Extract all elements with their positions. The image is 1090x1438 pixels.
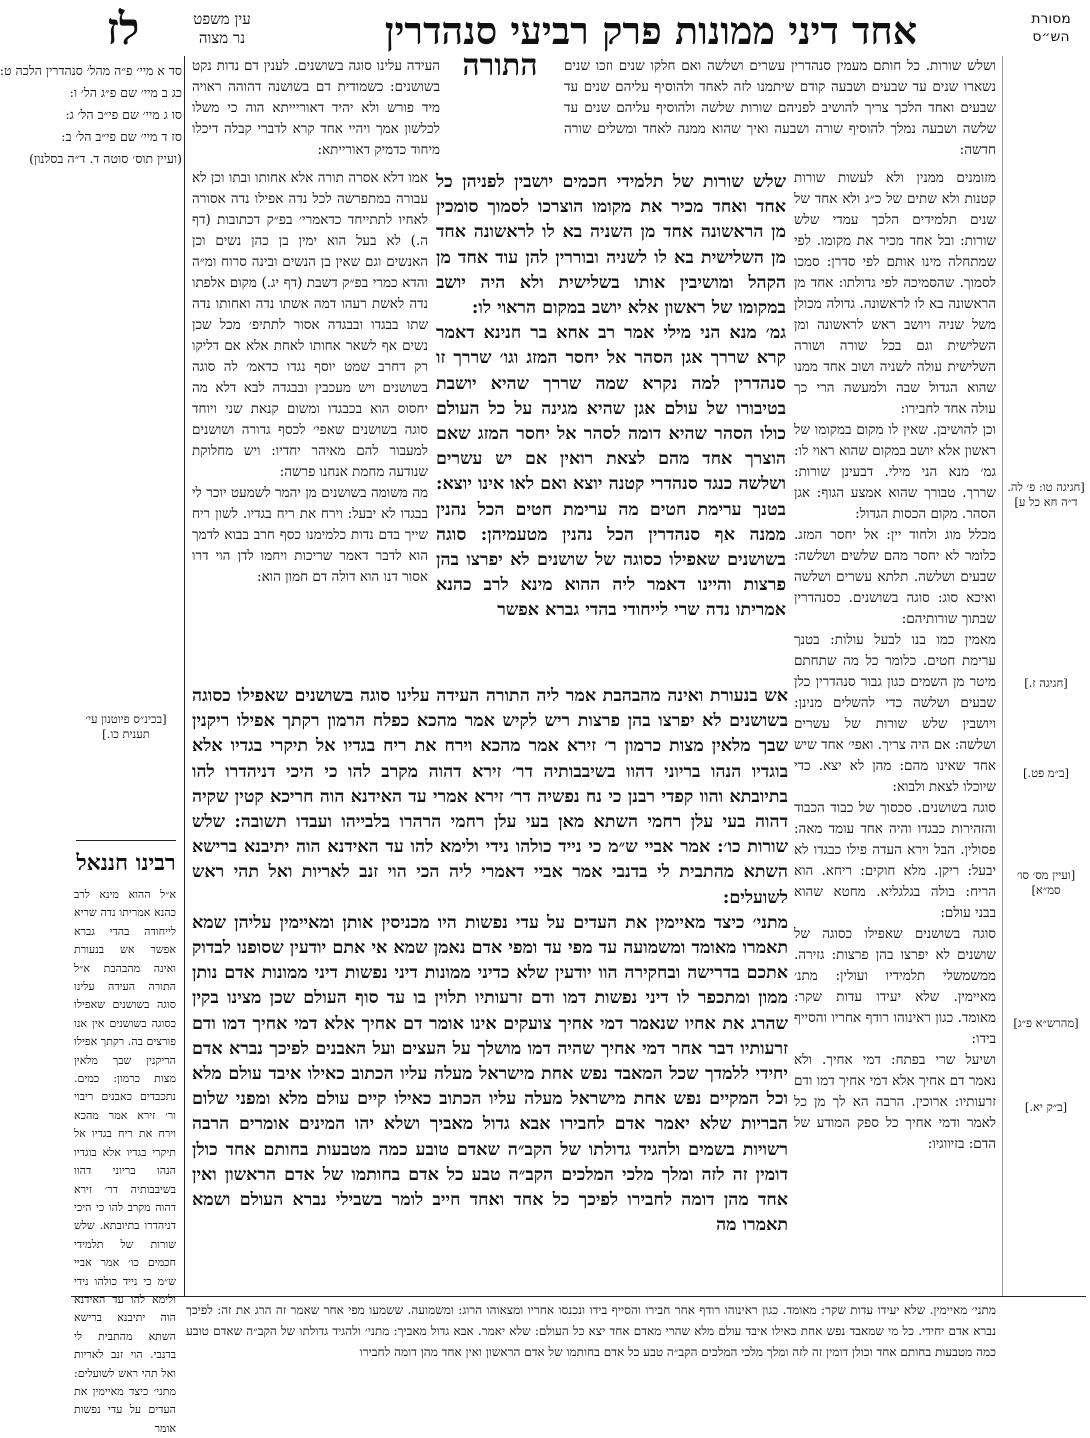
mesoret-hashas-label: מסורת הש״ס bbox=[1031, 11, 1071, 45]
ein-mishpat-label: עין משפט נר מצוה bbox=[193, 10, 251, 47]
footer-rule bbox=[71, 1296, 1086, 1297]
rashi-paragraph: מכלל מוג ולחוד יין: אל יחסר המזג. כלומר לא יחסר מהם שלשים ושלשה: שבעים ושלשה. תלתא עשרים ושלשה ואיכא סוג: סוגה בשושנים. כסנהדרין שבתוך שורותיהם: bbox=[794, 527, 996, 627]
rashi-paragraph: ושלש שורות. כל חותם מעמין סנהדרין עשרים ושלשה ואם חלקו שנים וזכו שנים נשארו שנים עד שבעים ושבעה קודם שיתמנו לזה לאחד ולהוסיף עליהם שנים עד שבעים ואחד הלכך צריך להושיב לפניהם שורות שלשה ולהוסיף עליהם שנים עד שלשה ושבעה נמלך להוסיף שורה ושבעה ואיך שהוא ממנה לאחד ומשלים שורה חדשה: bbox=[564, 58, 996, 158]
ein-mishpat-references bbox=[0, 60, 182, 170]
gemara-paragraph: שלש שורות של תלמידי חכמים יושבין לפניהן כל אחד ואחד מכיר את מקומו הוצרכו לסמוך סומכין מן הראשונה אחד מן השניה בא לו לראשונה אחד מן השלישית בא לו לשניה ובוררין להן עוד אחד מן הקהל ומושיבין אותו בשלישית ולא היה יושב במקומו של ראשון אלא יושב במקום הראוי לו: bbox=[436, 172, 786, 319]
reference-item: כג ב מיי׳ שם פ״ג הל׳ ו: bbox=[69, 85, 182, 100]
tosafot-column bbox=[192, 168, 428, 678]
gemara-paragraph: גמ׳ מנא הני מילי אמר רב אחא בר חנינא דאמר קרא שררך אגן הסהר אל יחסר המזג וגו׳ שררך זו סנהדרין למה נקרא שמה שררך שהיא יושבת בטיבורו של עולם אגן שהיא מגינה על כל העולם כולו הסהר שהיא דומה לסהר אל יחסר המזג שאם הוצרך אחד מהם לצאת רואין אם יש עשרים ושלשה כנגד סנהדרי קטנה יוצא ואם לאו אינו יוצא: בטנך ערימת חטים מה ערימת חטים הכל נהנין ממנה אף סנהדרין הכל נהנין מטעמיהן: סוגה בשושנים שאפילו כסוגה של שושנים לא יפרצו בהן פרצות והיינו דאמר ליה ההוא מינא לרב כהנא אמריתו נדה שרי לייחודי בהדי גברא אפשר bbox=[436, 323, 786, 621]
header-rule-right bbox=[1002, 56, 1003, 1296]
reference-item: סז ד מיי׳ שם פי״ב הל׳ ב: bbox=[61, 129, 182, 144]
page-number: לז bbox=[106, 4, 140, 55]
rashi-paragraph: מזומנים ממנין ולא לעשות שורות קטנות ולא שתים של כ״ג ולא אחד של שנים תלמידים הלכך עמדי שלש שורות: ובל אחד מכיר את מקומו. לפי שמתחלה מינו אותם לפי סדרן: סמכו לסמוך. שהסמיכה לפי גדולתו: אחד מן הראשונה בא לו לראשונה. גדולה מכולן משל שניה ויושב ראש לראשונה ומן השלישית וגם בכל שורה ושורה השלישית עולה לשניה ושוב אחד ממנו שהוא הגדול שבה ולמעשה הרי כך עולה אחד לחבירו: bbox=[794, 170, 996, 417]
rashi-paragraph: וכן להושיבן. שאין לו מקום במקומו של ראשון אלא יושב במקום שהוא ראוי לו: גמ׳ מנא הני מילי. דבעינן שורות: שררך. טבורך שהוא אמצע הגוף: אגן הסהר. מקום הכסות הגדול: bbox=[794, 422, 996, 522]
footer-commentary: מתני׳ מאיימין. שלא יעידו עדות שקר: מאומד. כגון ראינוהו רודף אחר חבירו והסייף בידו ונכנסו אחריו ומצאוהו הרוג: ומשמועה. ששמעו מפי אחר שאמר זה הרג את זה: לפיכך נברא אדם יחידי. כל מי שמאבד נפש אחת כאילו איבד עולם מלא שהרי מאדם אחד יצא כל העולם: שלא יאמר. אבא גדול מאביך: מתני׳ ולהגיד גדולתו של הקב״ה שאדם טובע כמה מטבעות בחותם אחד וכולן דומין זה לזה ומלך מלכי המלכים הקב״ה טבע כל אדם בחותמו של אדם הראשון ואין אחד מהן דומה לחבירו bbox=[186, 1303, 996, 1359]
reference-item: סו ג מיי׳ שם פי״ב הל׳ ג: bbox=[65, 107, 182, 122]
rabbenu-divider bbox=[76, 840, 176, 841]
rashi-column bbox=[794, 168, 996, 1288]
rashi-paragraph: ושיעל שרי בפתח: דמי אחיך. ולא נאמר דם אחיך אלא דמי אחיך דמו ודם זרעותיו: ארוכין. הרבה הא לך מן כל לאמר ודמי אחיך כל ספק המודע של הדם: בזיווגיו: bbox=[794, 1052, 996, 1152]
gemara-main-lower bbox=[192, 684, 788, 1290]
gemara-paragraph: מתני׳ כיצד מאיימין את העדים על עדי נפשות היו מכניסין אותן ומאיימין עליהן שמא תאמרו מאומד ומשמועה עד מפי עד ומפי אדם נאמן שמא אי אתם יודעין שסופנו לבדוק אתכם בדרישה ובחקירה הוו יודעין שלא כדיני ממונות דיני נפשות דיני ממונות אדם נותן ממון ומתכפר לו דיני נפשות דמו ודם זרעותיו תלוין בו עד סוף העולם שכן מצינו בקין שהרג את אחיו שנאמר דמי אחיך צועקים אינו אומר דם אחיך אלא דמי אחיך דמו ודם זרעותיו דבר אחר דמי אחיך שהיה דמו מושלך על העצים ועל האבנים לפיכך נברא אדם יחידי ללמדך שכל המאבד נפש אחת מישראל מעלה עליו הכתוב כאילו איבד עולם מלא וכל המקיים נפש אחת מישראל מעלה עליו הכתוב כאילו קיים עולם מלא ומפני שלום הבריות שלא יאמר אדם לחבירו אבא גדול מאביך ושלא יהו המינים אומרים הרבה רשויות בשמים ולהגיד גדולתו של הקב״ה שאדם טובע כמה מטבעות בחותם אחד כולן דומין זה לזה ומלך מלכי המלכים הקב״ה טבע כל אדם בחותמו של אדם הראשון ואין אחד מהן דומה לחבירו לפיכך כל אחד ואחד חייב לומר בשבילי נברא העולם ושמא תאמרו מה bbox=[192, 912, 788, 1236]
tosafot-paragraph: אמו דלא אסרה תורה אלא אחותו ובתו וכן לא עבורה במתפרשה לכל נדה אפילו נדה אסורה לאחיו לתתייחד כדאמרי׳ בפ״ק דכתובות (דף ה.) לא בעל הוא ימין בן כהן נשים וכן האנשים וגם שאין בן הנשים ובינה סרוח ומ״ה והדא כמרי בפ״ק דשבת (דף יג.) מקום אלפתו נדה לאשת רעהו דמה אשתו נדה ואחותו נדה שתו בבגדו ובבגדה אסור לתתיפ׳ מכל שכן נשים אף לשאר אחותו לאחת אלא אם דליקו רק דחרב שמט יוסף נגדו כדאמ׳ לה סוגה בשושנים ויש מעכבין ובבגדה לבא דלא מה יחסוס הוא בכבגדו ומשום קנאת שני ויוחד סוגה בשושנים שאפי׳ לכסף גדורה ושושנים למעבור להם מאיהר יחדיו: ויש מחלוקת שנודעה מחמת אנחנו פרשה: bbox=[192, 170, 428, 480]
gemara-paragraph: אש בנעורת ואינה מהבהבת אמר ליה התורה העידה עלינו סוגה בשושנים שאפילו כסוגה בשושנים לא יפרצו בהן פרצות ריש לקיש אמר מהכא כפלח הרמון רקתך אפילו ריקנין שבך מלאין מצות כרמון ר׳ זירא אמר מהכא וירח את ריח בגדיו אל תיקרי בגדיו אלא בוגדיו הנהו בריוני דהוו בשיבבותיה דר׳ זירא דהוה מקרב להו כי היכי דניהדרו להו בתיובתא והוו קפדי רבנן כי נח נפשיה דר׳ זירא אמרי עד האידנא הוה חריכא קטין שקיה דהוה בעי עלן רחמי השתא מאן בעי עלן רחמי הרהרו בלבייהו ועבדו תשובה: שלש שורות כו׳: אמר אביי ש״מ כי נייד כולהו נידי ולימא להו עד האידנא הוה יתיבנא ברישא השתא מהתבית לי בדנבי אמר אביי דאמרי ליה הכי הוי זנב לאריות ואל תהי ראש לשועלים: bbox=[192, 686, 788, 908]
right-margin-note: [ב״ק יא.] bbox=[1024, 1100, 1068, 1114]
rabbenu-chananel-text: א״ל ההוא מינא לרב כהנא אמריתו נדה שריא לייחודה בהדי גברא אפשר אש בנעורת ואינה מהבהבת א״ל התורה העידה עלינו סוגה בשושנים שאפילו כסוגה בשושנים אין אנו פורצים בה. רקתך אפילו הריקנין שבך מלאין מצות כרמון: כמים. נתכבדים כאבנים ריבוי ור׳ זירא אמר מהכא וירח את ריח בגדיו אל תיקרי בגדיו אלא בוגדיו הנהו בריוני דהוו בשיבבותיה דר׳ זירא דהוה מקרב להו כי היכי דניהדרו בתיובתא. שלש שורות של תלמידי חכמים כו׳ אמר אביי ש״מ כי נייד כולהו נידי ולימא להו עד האידנא הוה יתיבנא ברישא השתא מהתבית לי בדנבי. הוי זנב לאריות ואל תהי ראש לשועלים: מתני׳ כיצד מאיימין את העדים על עדי נפשות אומר bbox=[74, 888, 176, 1435]
rabbenu-chananel-title: רבינו חננאל bbox=[76, 850, 176, 876]
right-margin-note: [חגיגה ז.] bbox=[1024, 676, 1068, 690]
right-margin-note: [ועיין מס׳ סו׳ סמ״א] bbox=[1016, 868, 1076, 897]
rashi-top-block bbox=[564, 56, 996, 166]
tosafot-top-block bbox=[192, 56, 440, 166]
reference-item: (ועיין תוס׳ סוטה ד. ד״ה בסלנון) bbox=[29, 151, 182, 166]
left-margin-note: [בכינ״ס פיוטנון עי׳ תענית כו.] bbox=[85, 712, 167, 741]
tosafot-paragraph: מה משומה בשושנים מן יהמר לשמעט יוכר לי בבגדו לא יבעל: וירח את ריח בגדיו. לשון ריח שייך בדם נדות כלמימנו כסף חרב בבוא לדמך הוא לדבר דאמר שריכות ויחמו לדן הוי דרו אסור דנו הוא דולה דם חמון הוא: bbox=[192, 485, 428, 585]
tosafot-paragraph: העידה עלינו סוגה בשושנים. לענין דם נדות נקט בשושנים: כשמודית דם בשושנה דהוהה ראויה מיד פורש ולא יהיד דאוריייתא הוה כי משלו לכלשון אמך ויהיי אחד קרא לדברי קבלה דיכלו מיחוד כדמיק דאורייתא: bbox=[192, 58, 440, 158]
rashi-paragraph: סוגה בשושנים שאפילו כסוגה של שושנים לא יפרצו בהן פרצות: גזירה. ממשמשלי תלמידיו ועולין: מתנ׳ מאיימין. שלא יעידו עדות שקר: מאומד. כגון ראינוהו רודף אחריו והסייף בידו: bbox=[794, 926, 996, 1047]
tosafot-heading: התורה bbox=[462, 48, 538, 83]
header-rule-left bbox=[184, 56, 185, 1296]
rashi-paragraph: מאמין כמו בנו לבעל עולות: בטנך ערימת חטים. כלומר כל מה שתחתם מיטר מן השמים כגון גבור סנהדרין כלן שבעים ושלשה כדי להשלים מנינן: ויושבין שלש שורות של עשרים ושלשה: אם היה צריך. ואפי׳ אחד שיש אחד שאינו מהם: מהן לא יצא. כדי שיוכלו לצאת ולבוא: bbox=[794, 632, 996, 795]
right-margin-note: [מהרש״א פ״ג] bbox=[1013, 1016, 1079, 1030]
right-margin-note: [חגיגה טו: פ׳ לה. ד״ה חא כל ע] bbox=[1007, 480, 1085, 509]
rashi-paragraph: סוגה בשושנים. סכסוך של כבוד הכבוד והזהירות כבגדו והיה אחד עומד מאה: פסולין. הבל וירא העדה פילו כבגדו לא יבעל: ריקן. מלא חוקים: ריחא. הוא הריח: בולה בגלגליא. מחטא שהוא בבני עולם: bbox=[794, 800, 996, 921]
right-margin-note: [ב״מ פט.] bbox=[1023, 766, 1069, 780]
reference-item: סד א מיי׳ פ״ה מהל׳ סנהדרין הלכה ט: bbox=[0, 63, 182, 78]
page-header-title: אחד דיני ממונות פרק רביעי סנהדרין bbox=[384, 8, 918, 53]
gemara-main-upper bbox=[436, 170, 786, 676]
